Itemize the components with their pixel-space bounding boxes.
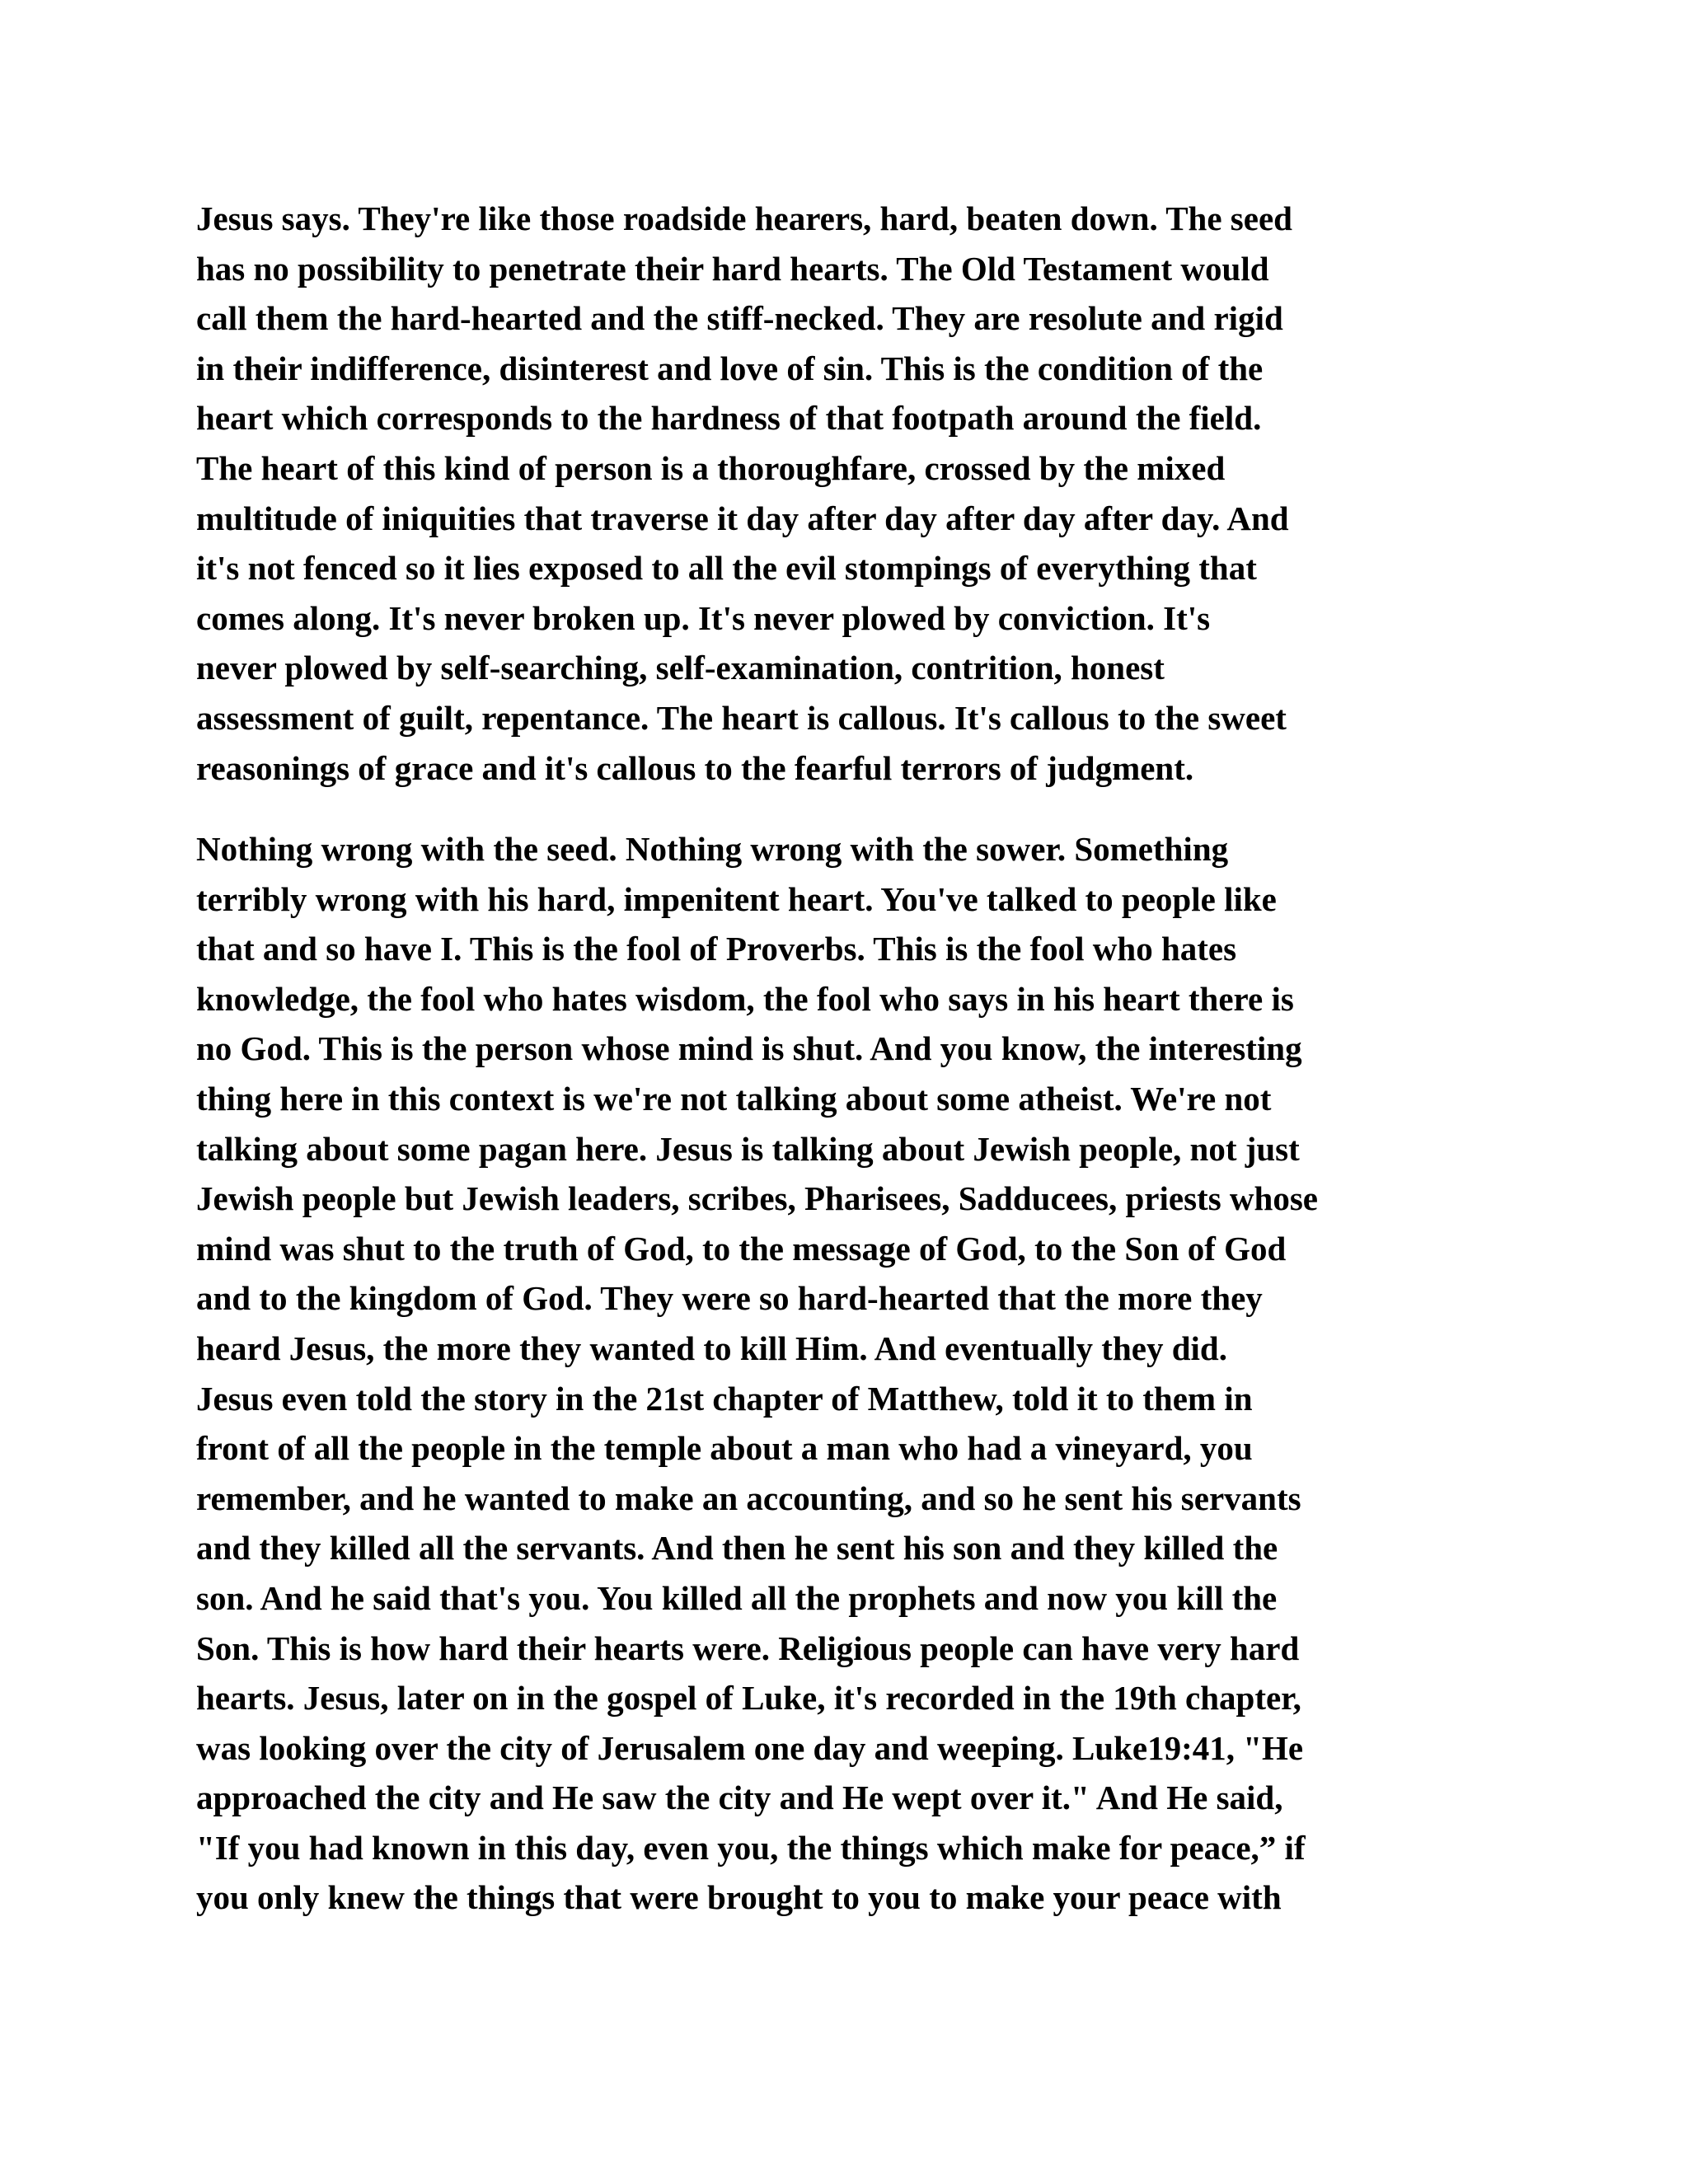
text-line: that and so have I. This is the fool of Proverbs. This is the fool who hates: [196, 930, 1237, 968]
text-line: heard Jesus, the more they wanted to kill Him. And eventually they did.: [196, 1329, 1227, 1367]
text-line: Jesus says. They're like those roadside hearers, hard, beaten down. The seed: [196, 199, 1292, 237]
text-line: you only knew the things that were brought to you to make your peace with: [196, 1878, 1282, 1917]
text-line: terribly wrong with his hard, impenitent heart. You've talked to people like: [196, 879, 1277, 918]
text-line: and to the kingdom of God. They were so hard-hearted that the more they: [196, 1279, 1263, 1318]
paragraph-2: [196, 824, 1498, 1923]
text-line: no God. This is the person whose mind is shut. And you know, the interesting: [196, 1029, 1302, 1068]
text-line: thing here in this context is we're not talking about some atheist. We're not: [196, 1079, 1272, 1118]
paragraph-1: [196, 194, 1498, 793]
text-line: in their indifference, disinterest and love of sin. This is the condition of the: [196, 349, 1264, 387]
text-line: approached the city and He saw the city and He wept over it." And He said,: [196, 1779, 1283, 1817]
text-line: and they killed all the servants. And then he sent his son and they killed the: [196, 1529, 1278, 1568]
text-line: Son. This is how hard their hearts were. Religious people can have very hard: [196, 1629, 1300, 1667]
text-line: Jesus even told the story in the 21st chapter of Matthew, told it to them in: [196, 1379, 1253, 1418]
text-line: reasonings of grace and it's callous to the fearful terrors of judgment.: [196, 748, 1194, 787]
text-line: front of all the people in the temple about a man who had a vineyard, you: [196, 1429, 1253, 1468]
text-line: never plowed by self-searching, self-examination, contrition, honest: [196, 649, 1165, 687]
text-line: comes along. It's never broken up. It's never plowed by conviction. It's: [196, 598, 1211, 637]
text-line: was looking over the city of Jerusalem one day and weeping. Luke19:41, "He: [196, 1728, 1304, 1767]
text-line: "If you had known in this day, even you, the things which make for peace,” if: [196, 1828, 1306, 1867]
text-line: knowledge, the fool who hates wisdom, the fool who says in his heart there is: [196, 979, 1294, 1018]
text-line: has no possibility to penetrate their hard hearts. The Old Testament would: [196, 249, 1269, 288]
text-line: talking about some pagan here. Jesus is talking about Jewish people, not just: [196, 1129, 1300, 1168]
text-line: son. And he said that's you. You killed all the prophets and now you kill the: [196, 1578, 1278, 1617]
text-line: Jewish people but Jewish leaders, scribes, Pharisees, Sadducees, priests whose: [196, 1179, 1318, 1218]
text-line: it's not fenced so it lies exposed to all the evil stompings of everything that: [196, 549, 1257, 588]
text-line: assessment of guilt, repentance. The heart is callous. It's callous to the sweet: [196, 698, 1287, 737]
text-line: Nothing wrong with the seed. Nothing wrong with the sower. Something: [196, 830, 1229, 868]
text-line: hearts. Jesus, later on in the gospel of Luke, it's recorded in the 19th chapter,: [196, 1679, 1301, 1718]
text-line: mind was shut to the truth of God, to the message of God, to the Son of God: [196, 1229, 1287, 1268]
text-line: call them the hard-hearted and the stiff-necked. They are resolute and rigid: [196, 299, 1283, 338]
text-line: heart which corresponds to the hardness of that footpath around the field.: [196, 399, 1262, 438]
text-line: multitude of iniquities that traverse it day after day after day after day. And: [196, 499, 1289, 537]
text-line: remember, and he wanted to make an accounting, and so he sent his servants: [196, 1479, 1301, 1517]
text-line: The heart of this kind of person is a thoroughfare, crossed by the mixed: [196, 448, 1226, 487]
